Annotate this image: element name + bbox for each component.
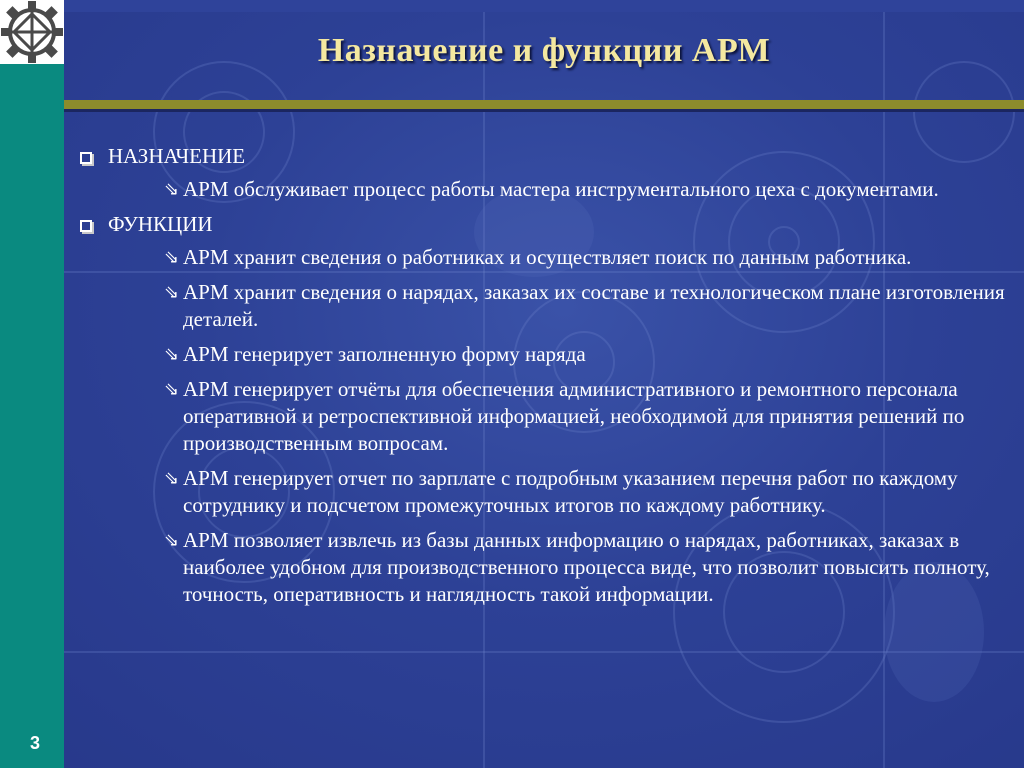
section-heading-text: НАЗНАЧЕНИЕ <box>108 144 246 168</box>
list-item-text: АРМ позволяет извлечь из базы данных информацию о нарядах, работниках, заказах в наиболее удобном для производственного процесса виде, что позволит повысить полноту, точность, оперативность и наглядность такой информации. <box>183 528 990 606</box>
title-divider-shadow <box>64 109 1024 112</box>
title-divider <box>64 100 1024 109</box>
list-item-text: АРМ генерирует отчёты для обеспечения административного и ремонтного персонала оперативной и ретроспективной информацией, необходимой для принятия решений по производственным вопросам. <box>183 377 965 455</box>
list-item-text: АРМ обслуживает процесс работы мастера инструментального цеха с документами. <box>183 177 939 201</box>
section-heading-text: ФУНКЦИИ <box>108 212 213 236</box>
arrow-down-right-icon: ⇘ <box>164 282 180 303</box>
list-item <box>78 279 1008 333</box>
list-item <box>78 341 1008 368</box>
left-accent-bar <box>0 0 64 768</box>
gear-logo-icon <box>0 0 64 64</box>
list-item-text: АРМ хранит сведения о нарядах, заказах их составе и технологическом плане изготовления деталей. <box>183 280 1005 331</box>
arrow-down-right-icon: ⇘ <box>164 468 180 489</box>
arrow-down-right-icon: ⇘ <box>164 247 180 268</box>
list-item <box>78 176 1008 203</box>
slide-content <box>78 143 1008 616</box>
list-item-text: АРМ хранит сведения о работниках и осуществляет поиск по данным работника. <box>183 245 912 269</box>
logo <box>0 0 64 64</box>
checkbox-bullet-icon <box>80 220 92 232</box>
list-item-text: АРМ генерирует отчет по зарплате с подробным указанием перечня работ по каждому сотруднику и подсчетом промежуточных итогов по каждому работнику. <box>183 466 958 517</box>
section-heading-functions <box>78 211 1008 238</box>
list-item <box>78 376 1008 457</box>
list-item <box>78 465 1008 519</box>
list-item-text: АРМ генерирует заполненную форму наряда <box>183 342 586 366</box>
arrow-down-right-icon: ⇘ <box>164 530 180 551</box>
arrow-down-right-icon: ⇘ <box>164 344 180 365</box>
checkbox-bullet-icon <box>80 152 92 164</box>
slide-title: Назначение и функции АРМ <box>317 32 771 69</box>
arrow-down-right-icon: ⇘ <box>164 379 180 400</box>
slide-page-number: 3 <box>30 733 41 753</box>
arrow-down-right-icon: ⇘ <box>164 179 180 200</box>
section-heading-purpose <box>78 143 1008 170</box>
list-item <box>78 527 1008 608</box>
list-item <box>78 244 1008 271</box>
top-strip <box>64 0 1024 12</box>
